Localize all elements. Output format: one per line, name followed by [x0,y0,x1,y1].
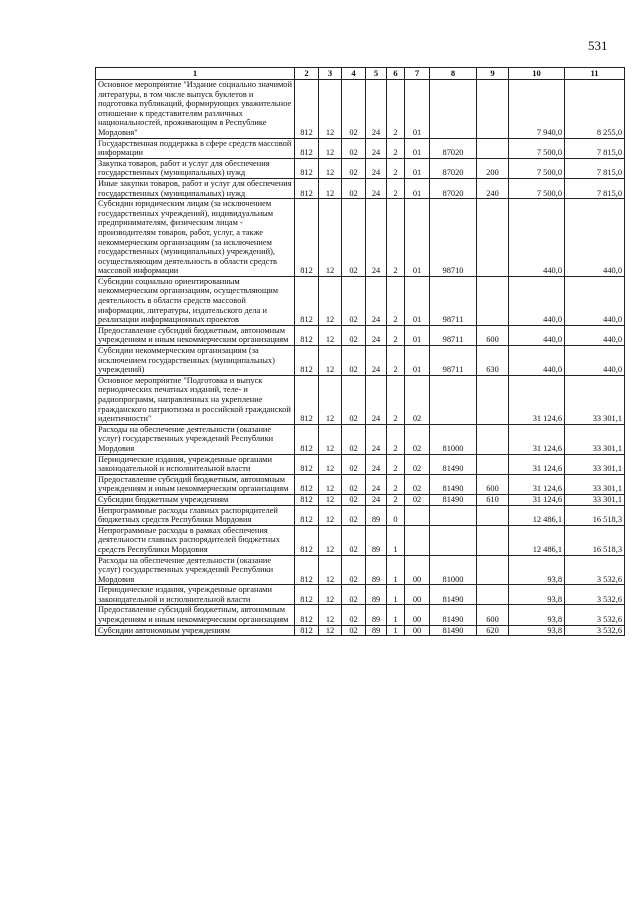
program-cell: 89 [366,525,387,555]
row-name-cell: Субсидии некоммерческим организациям (за исключением государственных (муниципальных) учреждений) [96,346,295,376]
row-name-cell: Непрограммные расходы главных распорядителей бюджетных средств Республики Мордовия [96,505,295,525]
program-cell: 89 [366,605,387,625]
amount-year1-cell: 7 500,0 [509,138,565,158]
header-cell: 2 [295,68,319,80]
amount-year2-cell: 33 301,1 [565,474,625,494]
expense-type-cell: 600 [477,325,509,345]
direction-cell: 81490 [430,454,477,474]
section-cell: 12 [319,625,342,636]
amount-year2-cell: 16 518,3 [565,525,625,555]
section-cell: 12 [319,494,342,505]
section-cell: 12 [319,199,342,277]
subprogram-cell: 1 [387,525,405,555]
row-name-cell: Периодические издания, учрежденные органами законодательной и исполнительной власти [96,454,295,474]
table-row [96,158,625,178]
row-name-cell: Иные закупки товаров, работ и услуг для обеспечения государственных (муниципальных) нужд [96,178,295,198]
subsection-cell: 02 [342,199,366,277]
event-cell: 00 [405,585,430,605]
expense-type-cell [477,80,509,139]
admin-code-cell: 812 [295,178,319,198]
subsection-cell: 02 [342,158,366,178]
program-cell: 24 [366,454,387,474]
expense-type-cell [477,555,509,585]
table-row [96,325,625,345]
subsection-cell: 02 [342,138,366,158]
table-row [96,555,625,585]
amount-year2-cell: 3 532,6 [565,625,625,636]
table-row [96,585,625,605]
amount-year1-cell: 93,8 [509,555,565,585]
admin-code-cell: 812 [295,494,319,505]
direction-cell [430,505,477,525]
subsection-cell: 02 [342,525,366,555]
subprogram-cell: 2 [387,325,405,345]
section-cell: 12 [319,474,342,494]
table-header-row [96,68,625,80]
event-cell: 01 [405,199,430,277]
table-row [96,605,625,625]
event-cell: 01 [405,158,430,178]
subsection-cell: 02 [342,454,366,474]
amount-year2-cell: 3 532,6 [565,585,625,605]
program-cell: 89 [366,625,387,636]
direction-cell [430,525,477,555]
event-cell: 01 [405,346,430,376]
section-cell: 12 [319,80,342,139]
section-cell: 12 [319,555,342,585]
subprogram-cell: 2 [387,276,405,325]
event-cell [405,525,430,555]
subprogram-cell: 2 [387,80,405,139]
amount-year2-cell: 440,0 [565,199,625,277]
section-cell: 12 [319,346,342,376]
event-cell [405,505,430,525]
row-name-cell: Предоставление субсидий бюджетным, автономным учреждениям и иным некоммерческим организациям [96,474,295,494]
expense-type-cell: 610 [477,494,509,505]
admin-code-cell: 812 [295,375,319,424]
section-cell: 12 [319,375,342,424]
admin-code-cell: 812 [295,199,319,277]
subprogram-cell: 2 [387,474,405,494]
section-cell: 12 [319,454,342,474]
row-name-cell: Непрограммные расходы в рамках обеспечения деятельности главных распорядителей бюджетных средств Республики Мордовия [96,525,295,555]
event-cell: 02 [405,424,430,454]
direction-cell: 81490 [430,605,477,625]
header-cell: 11 [565,68,625,80]
expense-type-cell: 600 [477,605,509,625]
subsection-cell: 02 [342,555,366,585]
header-cell: 1 [96,68,295,80]
admin-code-cell: 812 [295,625,319,636]
table-row [96,80,625,139]
row-name-cell: Предоставление субсидий бюджетным, автономным учреждениям и иным некоммерческим организациям [96,605,295,625]
row-name-cell: Государственная поддержка в сфере средств массовой информации [96,138,295,158]
subprogram-cell: 1 [387,585,405,605]
admin-code-cell: 812 [295,325,319,345]
header-cell: 4 [342,68,366,80]
row-name-cell: Субсидии бюджетным учреждениям [96,494,295,505]
table-row [96,454,625,474]
program-cell: 89 [366,555,387,585]
amount-year1-cell: 31 124,6 [509,454,565,474]
direction-cell: 81000 [430,555,477,585]
direction-cell: 81490 [430,585,477,605]
section-cell: 12 [319,505,342,525]
direction-cell: 87020 [430,138,477,158]
amount-year1-cell: 31 124,6 [509,375,565,424]
direction-cell: 81490 [430,625,477,636]
row-name-cell: Субсидии социально ориентированным некоммерческим организациям, осуществляющим деятельность в области средств массовой информации, литературы, издательского дела и реализации информационных проектов [96,276,295,325]
subprogram-cell: 2 [387,375,405,424]
event-cell: 00 [405,555,430,585]
subsection-cell: 02 [342,474,366,494]
direction-cell: 98711 [430,346,477,376]
program-cell: 89 [366,505,387,525]
subprogram-cell: 2 [387,138,405,158]
expense-type-cell [477,454,509,474]
subprogram-cell: 1 [387,605,405,625]
amount-year1-cell: 93,8 [509,585,565,605]
section-cell: 12 [319,138,342,158]
direction-cell: 98710 [430,199,477,277]
event-cell: 01 [405,80,430,139]
program-cell: 24 [366,346,387,376]
amount-year1-cell: 7 940,0 [509,80,565,139]
table-row [96,138,625,158]
amount-year1-cell: 440,0 [509,325,565,345]
amount-year1-cell: 12 486,1 [509,525,565,555]
section-cell: 12 [319,424,342,454]
amount-year2-cell: 440,0 [565,325,625,345]
subprogram-cell: 1 [387,555,405,585]
table-row [96,494,625,505]
event-cell: 01 [405,276,430,325]
section-cell: 12 [319,276,342,325]
expense-type-cell: 630 [477,346,509,376]
subsection-cell: 02 [342,80,366,139]
row-name-cell: Расходы на обеспечение деятельности (оказание услуг) государственных учреждений Республики Мордовия [96,424,295,454]
expense-type-cell: 240 [477,178,509,198]
table-row [96,276,625,325]
table-row [96,199,625,277]
amount-year1-cell: 440,0 [509,199,565,277]
header-cell: 3 [319,68,342,80]
amount-year1-cell: 31 124,6 [509,494,565,505]
subsection-cell: 02 [342,494,366,505]
section-cell: 12 [319,605,342,625]
expense-type-cell [477,424,509,454]
admin-code-cell: 812 [295,474,319,494]
subsection-cell: 02 [342,424,366,454]
event-cell: 02 [405,454,430,474]
subsection-cell: 02 [342,178,366,198]
program-cell: 24 [366,80,387,139]
direction-cell [430,375,477,424]
row-name-cell: Закупка товаров, работ и услуг для обеспечения государственных (муниципальных) нужд [96,158,295,178]
table-row [96,346,625,376]
amount-year2-cell: 33 301,1 [565,375,625,424]
program-cell: 24 [366,276,387,325]
table-row [96,424,625,454]
section-cell: 12 [319,585,342,605]
admin-code-cell: 812 [295,555,319,585]
table-row [96,178,625,198]
program-cell: 24 [366,494,387,505]
subsection-cell: 02 [342,346,366,376]
subsection-cell: 02 [342,585,366,605]
header-cell: 9 [477,68,509,80]
amount-year2-cell: 7 815,0 [565,178,625,198]
amount-year2-cell: 8 255,0 [565,80,625,139]
amount-year1-cell: 93,8 [509,605,565,625]
subsection-cell: 02 [342,505,366,525]
expense-type-cell [477,138,509,158]
subprogram-cell: 1 [387,625,405,636]
expense-type-cell [477,199,509,277]
admin-code-cell: 812 [295,605,319,625]
admin-code-cell: 812 [295,158,319,178]
event-cell: 02 [405,494,430,505]
subsection-cell: 02 [342,375,366,424]
expense-type-cell [477,505,509,525]
event-cell: 01 [405,178,430,198]
amount-year2-cell: 3 532,6 [565,555,625,585]
event-cell: 02 [405,375,430,424]
program-cell: 24 [366,474,387,494]
budget-table [95,67,625,636]
subprogram-cell: 2 [387,178,405,198]
subprogram-cell: 2 [387,494,405,505]
subprogram-cell: 2 [387,346,405,376]
amount-year2-cell: 16 518,3 [565,505,625,525]
amount-year1-cell: 440,0 [509,276,565,325]
table-row [96,474,625,494]
admin-code-cell: 812 [295,525,319,555]
amount-year2-cell: 33 301,1 [565,454,625,474]
subprogram-cell: 2 [387,199,405,277]
amount-year1-cell: 7 500,0 [509,178,565,198]
amount-year2-cell: 7 815,0 [565,158,625,178]
direction-cell: 81000 [430,424,477,454]
program-cell: 89 [366,585,387,605]
row-name-cell: Предоставление субсидий бюджетным, автономным учреждениям и иным некоммерческим организациям [96,325,295,345]
amount-year2-cell: 33 301,1 [565,424,625,454]
admin-code-cell: 812 [295,585,319,605]
direction-cell: 81490 [430,494,477,505]
amount-year1-cell: 31 124,6 [509,424,565,454]
amount-year1-cell: 7 500,0 [509,158,565,178]
expense-type-cell [477,525,509,555]
program-cell: 24 [366,138,387,158]
section-cell: 12 [319,178,342,198]
row-name-cell: Субсидии юридическим лицам (за исключением государственных учреждений), индивидуальным предпринимателям, физическим лицам - производителям товаров, работ, услуг, а также некоммерческим организациям (за исключением государственных (муниципальных) учреждений), осуществляющим деятельность в области средств массовой информации [96,199,295,277]
row-name-cell: Периодические издания, учрежденные органами законодательной и исполнительной власти [96,585,295,605]
subprogram-cell: 2 [387,158,405,178]
amount-year2-cell: 440,0 [565,276,625,325]
row-name-cell: Основное мероприятие "Подготовка и выпуск периодических печатных изданий, теле- и радиопрограмм, направленных на укрепление гражданского патриотизма и российской гражданской идентичности" [96,375,295,424]
direction-cell [430,80,477,139]
subprogram-cell: 2 [387,424,405,454]
program-cell: 24 [366,158,387,178]
expense-type-cell [477,276,509,325]
amount-year1-cell: 93,8 [509,625,565,636]
direction-cell: 98711 [430,276,477,325]
section-cell: 12 [319,325,342,345]
event-cell: 00 [405,605,430,625]
amount-year1-cell: 31 124,6 [509,474,565,494]
table-row [96,525,625,555]
subsection-cell: 02 [342,276,366,325]
table-row [96,375,625,424]
direction-cell: 87020 [430,158,477,178]
expense-type-cell: 200 [477,158,509,178]
section-cell: 12 [319,525,342,555]
row-name-cell: Расходы на обеспечение деятельности (оказание услуг) государственных учреждений Республики Мордовия [96,555,295,585]
table-row [96,505,625,525]
event-cell: 02 [405,474,430,494]
program-cell: 24 [366,325,387,345]
amount-year2-cell: 440,0 [565,346,625,376]
direction-cell: 87020 [430,178,477,198]
row-name-cell: Субсидии автономным учреждениям [96,625,295,636]
expense-type-cell [477,375,509,424]
subsection-cell: 02 [342,625,366,636]
admin-code-cell: 812 [295,454,319,474]
subsection-cell: 02 [342,325,366,345]
program-cell: 24 [366,178,387,198]
amount-year2-cell: 33 301,1 [565,494,625,505]
subprogram-cell: 2 [387,454,405,474]
amount-year2-cell: 3 532,6 [565,605,625,625]
expense-type-cell [477,585,509,605]
amount-year1-cell: 440,0 [509,346,565,376]
amount-year1-cell: 12 486,1 [509,505,565,525]
admin-code-cell: 812 [295,276,319,325]
program-cell: 24 [366,375,387,424]
direction-cell: 81490 [430,474,477,494]
admin-code-cell: 812 [295,346,319,376]
amount-year2-cell: 7 815,0 [565,138,625,158]
expense-type-cell: 620 [477,625,509,636]
event-cell: 00 [405,625,430,636]
header-cell: 6 [387,68,405,80]
subprogram-cell: 0 [387,505,405,525]
program-cell: 24 [366,199,387,277]
expense-type-cell: 600 [477,474,509,494]
admin-code-cell: 812 [295,80,319,139]
table-row [96,625,625,636]
row-name-cell: Основное мероприятие "Издание социально значимой литературы, в том числе выпуск буклетов и подготовка публикаций, формирующих уважительное отношение к представителям различных национальностей, проживающим в Республике Мордовия" [96,80,295,139]
direction-cell: 98711 [430,325,477,345]
header-cell: 7 [405,68,430,80]
admin-code-cell: 812 [295,424,319,454]
section-cell: 12 [319,158,342,178]
admin-code-cell: 812 [295,505,319,525]
header-cell: 8 [430,68,477,80]
program-cell: 24 [366,424,387,454]
header-cell: 10 [509,68,565,80]
admin-code-cell: 812 [295,138,319,158]
event-cell: 01 [405,325,430,345]
page-number: 531 [588,38,608,53]
header-cell: 5 [366,68,387,80]
subsection-cell: 02 [342,605,366,625]
event-cell: 01 [405,138,430,158]
